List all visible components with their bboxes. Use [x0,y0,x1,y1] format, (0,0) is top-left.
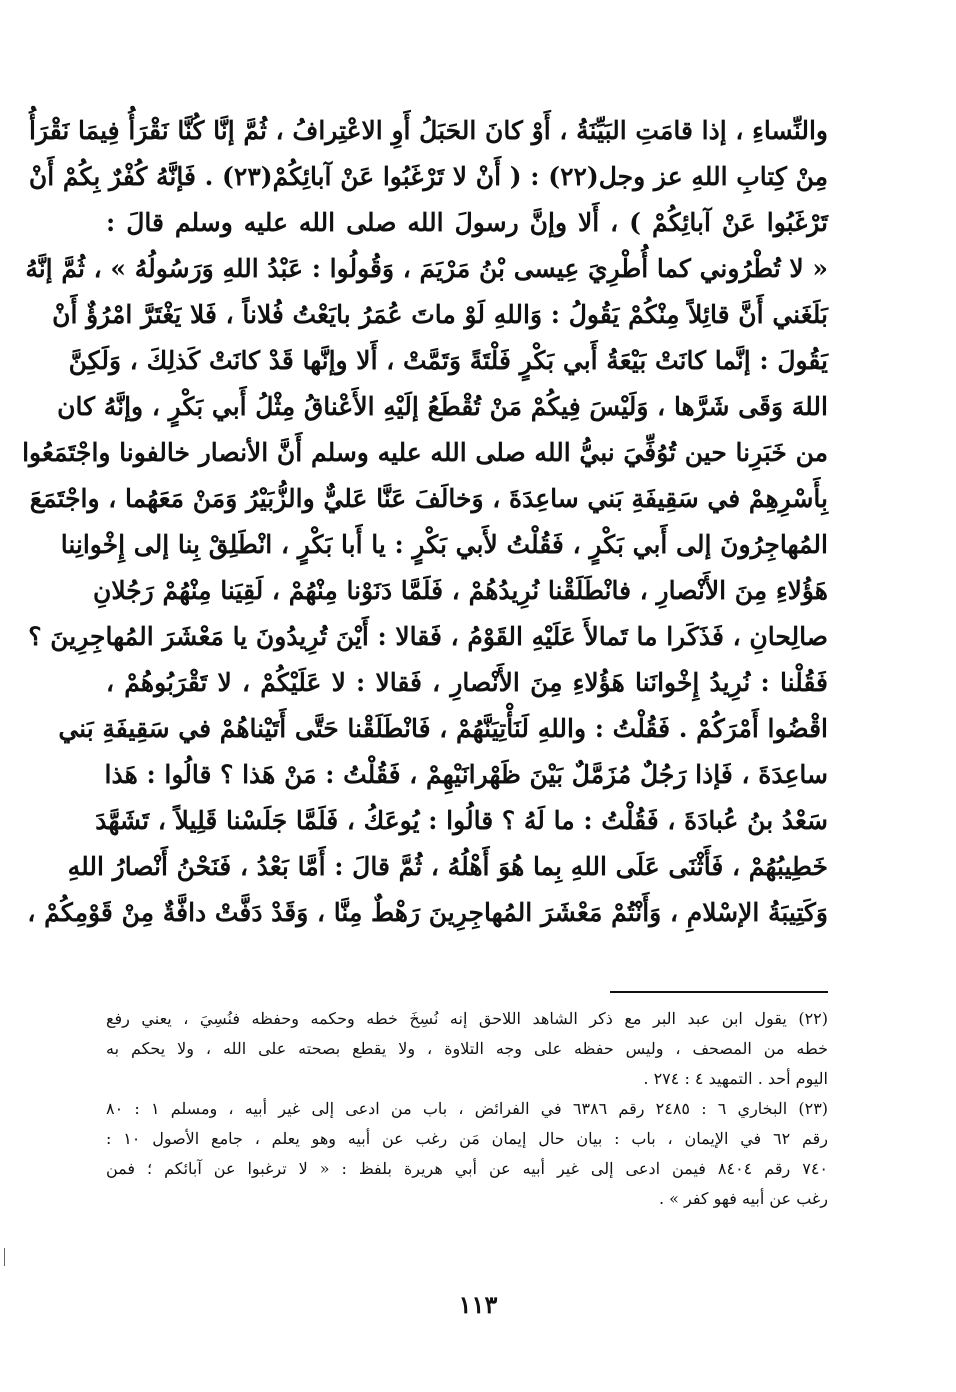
footnote-line: (٢٢) يقول ابن عبد البر مع ذكر الشاهد اللاحق إنه نُسِخَ خطه وحكمه وحفظه فنُسِيَ ، يعني رفع [106,1009,828,1028]
footnote-divider [610,991,828,993]
footnotes [106,1004,828,1214]
text-line: المُهاجِرُونَ إلى أَبي بَكْرٍ ، فَقُلْتُ لأَبي بَكْرٍ : يا أَبا بَكْرٍ ، انْطَلِقْ بِنا إلى إِخْوانِنا [60,530,828,559]
footnote-line: (٢٣) البخاري ٦ : ٢٤٨٥ رقم ٦٣٨٦ في الفرائض ، باب من ادعى إلى غير أبيه ، ومسلم ١ : ٨٠ [106,1099,829,1118]
text-line: بِأَسْرِهِمْ في سَقِيفَةِ بَني ساعِدَةَ ، وَخالَفَ عَنَّا عَليٌّ والزُّبَيْرُ وَمَنْ مَعَهُما ، واجْتَمَعَ [29,484,828,513]
text-line: اقْضُوا أَمْرَكُمْ . فَقُلْتُ : واللهِ لَنَأْتِيَنَّهُمْ ، فَانْطَلَقْنا حَتَّى أَتَيْناهُمْ في سَقِيفَةِ بَني [58,714,828,743]
text-line: مِنْ كِتابِ اللهِ عز وجل(٢٢) : ( أَنْ لا تَرْغَبُوا عَنْ آبائِكُمْ(٢٣) . فَإنَّهُ كُفْرٌ بِكُمْ أَنْ [28,162,828,191]
text-line: ساعِدَةَ ، فَإذا رَجُلٌ مُزَمَّلٌ بَيْنَ ظَهْرانَيْهِمْ ، فَقُلْتُ : مَنْ هَذا ؟ قالُوا : هَذا [104,760,828,789]
text-line: فَقُلْنا : نُرِيدُ إِخْوانَنا هَؤُلاءِ مِنَ الأَنْصارِ ، فَقالا : لا عَلَيْكُمْ ، لا تَقْرَبُوهُمْ ، [106,668,828,697]
page-number: ١١٣ [458,1290,498,1319]
footnote-line: خطه من المصحف ، وليس حفظه على وجه التلاوة ، ولا يقطع بصحته على الله ، ولا يحكم به [106,1039,828,1058]
text-line: هَؤُلاءِ مِنَ الأَنْصارِ ، فانْطَلَقْنا نُرِيدُهُمْ ، فَلَمَّا دَنَوْنا مِنْهُمْ ، لَقِيَنا مِنْهُمْ رَجُلانِ [92,576,828,605]
text-line: تَرْغَبُوا عَنْ آبائِكُمْ ) ، أَلا وإنَّ رسولَ الله صلى الله عليه وسلم قالَ : [106,208,828,237]
footnote-line: اليوم أحد . التمهيد ٤ : ٢٧٤ . [643,1069,828,1088]
text-line: وَكَتِيبَةُ الإسْلامِ ، وَأَنْتُمْ مَعْشَرَ المُهاجِرِينَ رَهْطٌ مِنَّا ، وَقَدْ دَفَّتْ دافَّةٌ مِنْ قَوْمِكُمْ ، [27,898,828,927]
scan-margin-mark [4,1248,5,1266]
footnote-line: رقم ٦٢ في الإيمان ، باب : بيان حال إيمان مَن رغب عن أبيه وهو يعلم ، جامع الأصول ١٠ : [106,1129,829,1148]
text-line: بَلَغَني أَنَّ قائِلاً مِنْكُمْ يَقُولُ : وَاللهِ لَوْ ماتَ عُمَرُ بايَعْتُ فُلاناً ، فَلا يَغْتَرَّ امْرُؤٌ أَنْ [52,300,828,329]
text-line: سَعْدُ بنُ عُبادَةَ ، فَقُلْتُ : ما لَهُ ؟ قالُوا : يُوعَكُ ، فَلَمَّا جَلَسْنا قَلِيلاً ، تَشَهَّدَ [95,806,828,835]
footnote-line: ٧٤٠ رقم ٨٤٠٤ فيمن ادعى إلى غير أبيه عن أبي هريرة بلفظ : « لا ترغبوا عن آبائكم ؛ فمن [106,1159,828,1178]
footnote-line: رغب عن أبيه فهو كفر » . [658,1189,828,1208]
text-line: والنِّساءِ ، إذا قامَتِ البَيِّنَةُ ، أَوْ كانَ الحَبَلُ أَوِ الاعْتِرافُ ، ثُمَّ إنَّا كُنَّا نَقْرَأُ فِيمَا نَقْرَأُ [29,116,828,145]
text-line: اللهَ وَقَى شَرَّها ، وَلَيْسَ فِيكُمْ مَنْ تُقْطَعُ إلَيْهِ الأَعْناقُ مِثْلُ أَبي بَكْرٍ ، وإنَّهُ كان [57,392,828,421]
text-line: « لا تُطْرُوني كما أُطْرِيَ عِيسى بْنُ مَرْيَمَ ، وَقُولُوا : عَبْدُ اللهِ وَرَسُولُهُ » ، ثُمَّ إنَّهُ [25,254,828,283]
text-line: خَطِيبُهُمْ ، فَأَثْنَى عَلَى اللهِ بِما هُوَ أَهْلُهُ ، ثُمَّ قالَ : أَمَّا بَعْدُ ، فَنَحْنُ أَنْصارُ اللهِ [67,852,828,881]
main-text [22,108,828,936]
text-line: من خَبَرِنا حين تُوُفِّيَ نبيُّ الله صلى الله عليه وسلم أَنَّ الأنصار خالفونا واجْتَمَعُوا [22,438,828,467]
text-line: يَقُولَ : إنَّما كانَتْ بَيْعَةُ أَبي بَكْرٍ فَلْتَةً وَتَمَّتْ ، أَلا وإنَّها قَدْ كانَتْ كَذلِكَ ، وَلَكِنَّ [68,346,828,375]
text-line: صالِحانِ ، فَذَكَرا ما تَمالأَ عَلَيْهِ القَوْمُ ، فَقالا : أَيْنَ تُرِيدُونَ يا مَعْشَرَ المُهاجِرِينَ ؟ [28,622,828,651]
